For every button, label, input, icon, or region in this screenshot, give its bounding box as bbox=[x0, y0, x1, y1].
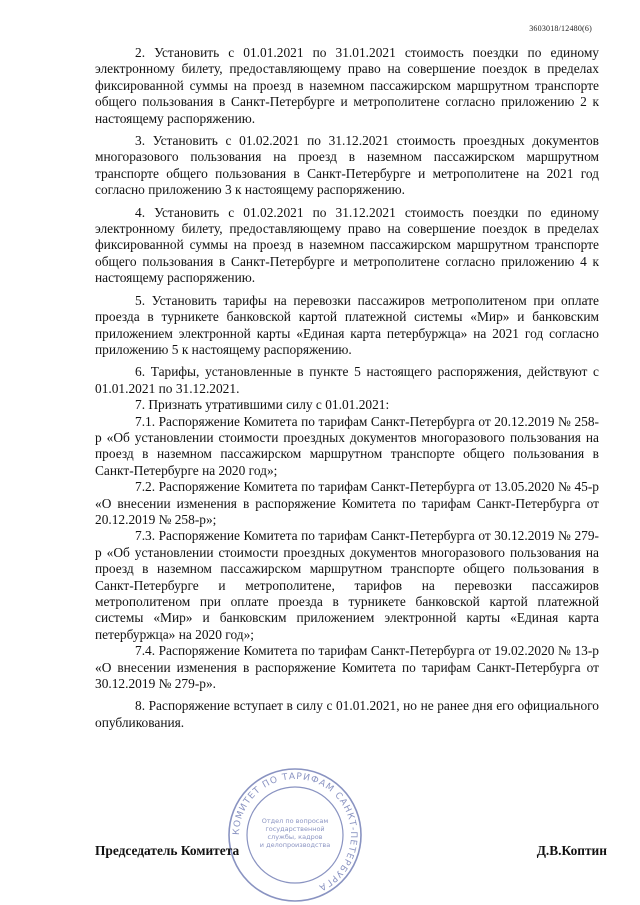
paragraph-5: 5. Установить тарифы на перевозки пассажиров метрополитеном при оплате проезда в турникете банковской картой платежной системы «Мир» и банковским приложением электронной карты «Единая карта петербуржца» на 2021 год согласно приложению 5 к настоящему распоряжению. bbox=[95, 292, 599, 357]
paragraph-7-4: 7.4. Распоряжение Комитета по тарифам Санкт-Петербурга от 19.02.2020 № 13-р «О внесении изменения в распоряжение Комитета по тарифам Санкт-Петербурга от 30.12.2019 № 279-р». bbox=[95, 643, 599, 692]
signature-block bbox=[95, 843, 607, 859]
paragraph-6: 6. Тарифы, установленные в пункте 5 настоящего распоряжения, действуют с 01.01.2021 по 31.12.2021. bbox=[95, 364, 599, 396]
paragraph-8: 8. Распоряжение вступает в силу с 01.01.2021, но не ранее дня его официального опубликования. bbox=[95, 698, 599, 730]
paragraph-7-3: 7.3. Распоряжение Комитета по тарифам Санкт-Петербурга от 30.12.2019 № 279-р «Об установлении стоимости проездных документов многоразового пользования на проезд в наземном пассажирском маршрутном транспорте общего пользования в Санкт-Петербурге и метрополитене, тарифов на перевозки пассажиров метрополитеном при оплате проезда в турникете банковской картой платежной системы «Мир» и банковским приложением электронной карты «Единая карта петербуржца» на 2020 год»; bbox=[95, 528, 599, 642]
paragraph-4: 4. Установить с 01.02.2021 по 31.12.2021 стоимость поездки по единому электронному билету, предоставляющему право на совершение поездок в пределах фиксированной суммы на проезд в наземном пассажирском маршрутном транспорте общего пользования в Санкт-Петербурге и метрополитене согласно приложению 4 к настоящему распоряжению. bbox=[95, 204, 599, 286]
document-id: 3603018/12480(6) bbox=[529, 24, 592, 33]
signatory-name: Д.В.Коптин bbox=[536, 843, 607, 858]
svg-text:Отдел по вопросамгосударственн: Отдел по вопросам государственной службы, кадров и делопроизводства bbox=[259, 817, 331, 849]
paragraph-7-1: 7.1. Распоряжение Комитета по тарифам Санкт-Петербурга от 20.12.2019 № 258-р «Об установлении стоимости проездных документов многоразового пользования на проезд в наземном пассажирском маршрутном транспорте общего пользования в Санкт-Петербурге на 2020 год»; bbox=[95, 413, 599, 478]
paragraph-3: 3. Установить с 01.02.2021 по 31.12.2021 стоимость проездных документов многоразового пользования на проезд в наземном пассажирском маршрутном транспорте общего пользования в Санкт-Петербурге и метрополитене на 2021 год согласно приложению 3 к настоящему распоряжению. bbox=[95, 133, 599, 198]
paragraph-7: 7. Признать утратившими силу с 01.01.2021: bbox=[135, 397, 390, 413]
official-stamp bbox=[225, 765, 365, 905]
svg-text:КОМИТЕТ ПО ТАРИФАМ САНКТ-ПЕТЕР: КОМИТЕТ ПО ТАРИФАМ САНКТ-ПЕТЕРБУРГА bbox=[231, 771, 359, 893]
document-body bbox=[95, 45, 599, 731]
paragraph-7-2: 7.2. Распоряжение Комитета по тарифам Санкт-Петербурга от 13.05.2020 № 45-р «О внесении изменения в распоряжение Комитета по тарифам Санкт-Петербурга от 20.12.2019 № 258-р»; bbox=[95, 479, 599, 527]
signatory-position: Председатель Комитета bbox=[95, 843, 240, 858]
paragraph-2: 2. Установить с 01.01.2021 по 31.01.2021 стоимость поездки по единому электронному билету, предоставляющему право на совершение поездок в пределах фиксированной суммы на проезд в наземном пассажирском маршрутном транспорте общего пользования в Санкт-Петербурге и метрополитене согласно приложению 2 к настоящему распоряжению. bbox=[95, 45, 599, 126]
